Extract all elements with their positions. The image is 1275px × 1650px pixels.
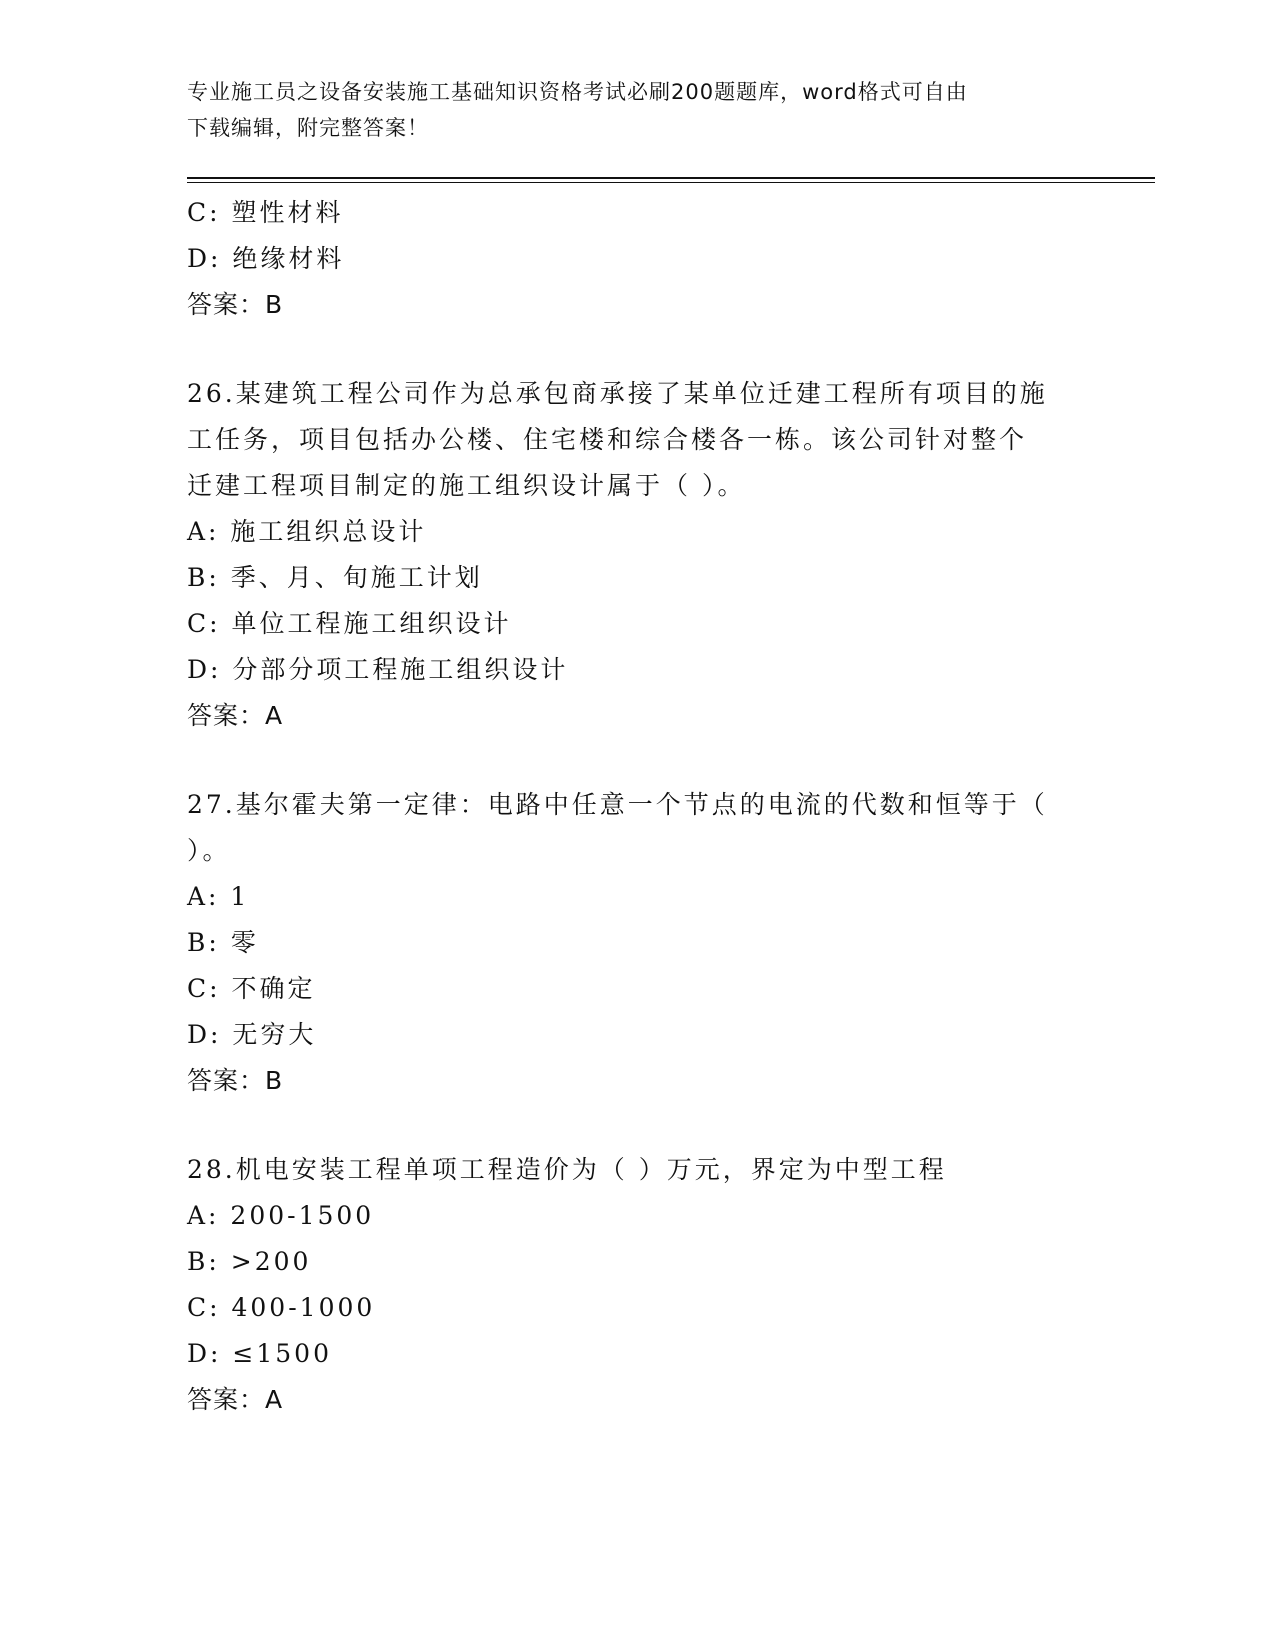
question-stem-line: 迁建工程项目制定的施工组织设计属于（ ）。 [187,471,746,500]
option-c: C: 单位工程施工组织设计 [187,609,512,638]
option-a: A: 1 [187,882,250,911]
answer: 答案：A [187,1385,284,1414]
option-b: B: >200 [187,1247,312,1276]
question-stem-line: 28.机电安装工程单项工程造价为（ ）万元，界定为中型工程 [187,1155,947,1184]
answer: 答案：B [187,1066,284,1095]
option-b: B: 季、月、旬施工计划 [187,563,483,592]
question-content [187,190,1087,1423]
option-c: C: 不确定 [187,974,316,1003]
spacer [187,1104,1087,1147]
question-stem-line: 27.基尔霍夫第一定律：电路中任意一个节点的电流的代数和恒等于（ [187,790,1048,819]
option-d: D: 无穷大 [187,1020,317,1049]
question-stem-line: 26.某建筑工程公司作为总承包商承接了某单位迁建工程所有项目的施 [187,379,1048,408]
document-header [187,74,1087,146]
option-d: D: ≤1500 [187,1339,332,1368]
header-rule-thin [187,182,1155,183]
question-27 [187,782,1087,1104]
option-c: C: 400-1000 [187,1293,376,1322]
option-d: D: 分部分项工程施工组织设计 [187,655,569,684]
option-c: C: 塑性材料 [187,198,344,227]
header-line-1: 专业施工员之设备安装施工基础知识资格考试必刷200题题库，word格式可自由 [187,80,968,104]
question-26 [187,371,1087,739]
option-a: A: 施工组织总设计 [187,517,427,546]
header-line-2: 下载编辑，附完整答案！ [187,116,429,140]
question-stem-line: ）。 [187,836,231,865]
question-28 [187,1147,1087,1423]
answer: 答案：B [187,290,284,319]
question-stem-line: 工任务，项目包括办公楼、住宅楼和综合楼各一栋。该公司针对整个 [187,425,1028,454]
spacer [187,328,1087,371]
option-d: D: 绝缘材料 [187,244,345,273]
answer: 答案：A [187,701,284,730]
header-rule-thick [187,177,1155,179]
partial-question [187,190,1087,328]
option-a: A: 200-1500 [187,1201,375,1230]
spacer [187,739,1087,782]
option-b: B: 零 [187,928,259,957]
